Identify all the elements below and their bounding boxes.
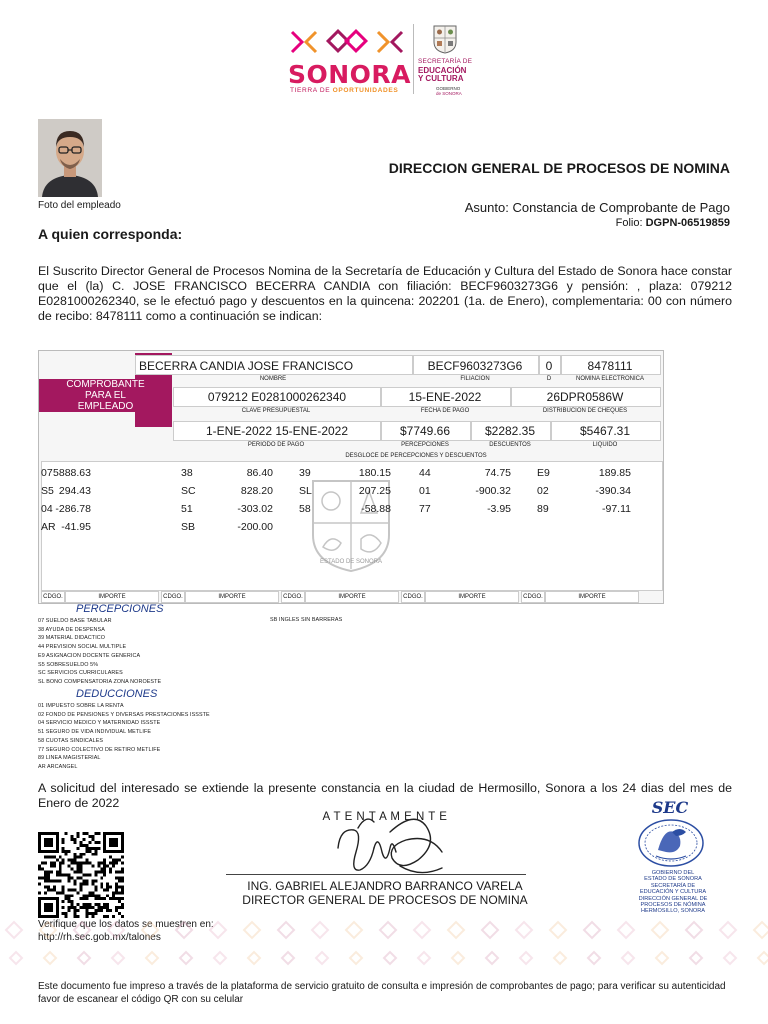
signature-line — [226, 874, 526, 875]
sec-logo-text — [418, 58, 480, 96]
breakdown-amount: -3.95 — [487, 503, 511, 515]
breakdown-amount: -303.02 — [237, 503, 273, 515]
breakdown-code: 44 — [419, 467, 431, 479]
sonora-tagline-b: OPORTUNIDADES — [332, 87, 399, 94]
percepcion-item: SC SERVICIOS CURRICULARES — [38, 670, 123, 677]
photo-caption: Foto del empleado — [38, 200, 121, 211]
percepcion-item: 44 PREVISION SOCIAL MULTIPLE — [38, 644, 127, 651]
liquido-value: $5467.31 — [579, 424, 631, 438]
percepcion-item: 39 MATERIAL DIDACTICO — [38, 635, 106, 642]
breakdown-code: 04 — [41, 503, 53, 515]
deduccion-item: 01 IMPUESTO SOBRE LA RENTA — [38, 703, 124, 709]
breakdown-code: 01 — [419, 485, 431, 497]
breakdown-amount: 828.20 — [240, 485, 273, 497]
sec-line3: Y CULTURA — [418, 74, 464, 83]
percepcion-item: SL BONO COMPENSATORIA ZONA NOROESTE — [38, 678, 162, 685]
descuentos-label: DESCUENTOS — [489, 442, 531, 448]
clave-label: CLAVE PRESUPUESTAL — [241, 408, 311, 414]
deducciones-heading: DEDUCCIONES — [76, 688, 158, 700]
breakdown-code: 38 — [181, 467, 193, 479]
person-icon — [38, 119, 102, 197]
percepcion-item: 38 AYUDA DE DESPENSA — [38, 626, 105, 633]
body-paragraph: El Suscrito Director General de Procesos Nomina de la Secretaría de Educación y Cultura del Estado de Sonora hace constar que el (la) C. JOSE FRANCISCO BECERRA CANDIA con filiación: BECF9603273G6 y pensión: , plaza: 079212 E0281000262340, se le efectuó pago y descuentos en la quincena: 202201 (1a. de Enero), complementaria: 00 con número de recibo: 8478111 como a continuación se indican: — [38, 264, 732, 323]
sonora-ornament-icon — [286, 28, 408, 58]
percepciones-value: $7749.66 — [399, 424, 451, 438]
sonora-logo-text: SONORA — [288, 60, 412, 89]
sec-seal — [618, 798, 728, 928]
breakdown-amount: -58.88 — [361, 503, 391, 515]
signature-icon — [330, 808, 450, 882]
percepciones-label: PERCEPCIONES — [401, 442, 449, 448]
breakdown-amount: 294.43 — [58, 485, 91, 497]
breakdown-amount: -390.34 — [595, 485, 631, 497]
employee-photo — [38, 119, 102, 197]
nomina-value: 8478111 — [587, 359, 633, 373]
breakdown-amount: 180.15 — [358, 467, 391, 479]
breakdown-amount: -97.11 — [602, 503, 631, 515]
sonora-tagline-a: TIERRA DE — [290, 87, 333, 94]
periodo-value: 1-ENE-2022 15-ENE-2022 — [205, 424, 349, 438]
seal-line: HERMOSILLO, SONORA — [640, 908, 706, 915]
desglose-label: DESGLOCE DE PERCEPCIONES Y DESCUENTOS — [345, 453, 487, 459]
nomina-label: NOMINA ELECTRONICA — [575, 376, 644, 382]
deduccion-item: 02 FONDO DE PENSIONES Y DIVERSAS PRESTACIONES ISSSTE — [38, 711, 210, 718]
percepcion-item: E9 ASIGNACION DOCENTE GENERICA — [38, 652, 141, 659]
deduccion-item: 89 LINEA MAGISTERIAL — [38, 755, 101, 762]
periodo-label: PERIODO DE PAGO — [247, 442, 305, 448]
header-divider — [413, 24, 414, 94]
breakdown-amount: -286.78 — [55, 503, 91, 515]
deduccion-item: 77 SEGURO COLECTIVO DE RETIRO METLIFE — [38, 746, 161, 753]
nombre-value: BECERRA CANDIA JOSE FRANCISCO — [139, 359, 354, 373]
percepcion-item: 07 SUELDO BASE TABULAR — [38, 618, 112, 624]
footer-importe-label: IMPORTE — [425, 591, 519, 603]
seal-line: SECRETARÍA DE — [650, 882, 696, 889]
breakdown-amount: 86.40 — [246, 467, 273, 479]
footer-importe-label: IMPORTE — [65, 591, 159, 603]
percepciones-list — [38, 617, 161, 687]
breakdown-code: 07 — [41, 467, 53, 479]
folio — [360, 217, 730, 229]
percepcion-item: S5 SOBRESUELDO 5% — [38, 661, 99, 668]
breakdown-amount: 74.75 — [484, 467, 511, 479]
footer-note: Este documento fue impreso a través de la plataforma de servicio gratuito de consulta e impresión de comprobantes de pago; para verificar su autenticidad favor de escanear el código QR con su celular — [38, 981, 726, 1005]
gobierno-line1: GOBIERNO — [436, 85, 461, 91]
seal-line: ESTADO DE SONORA — [644, 876, 702, 883]
badge-line3: EMPLEADO — [39, 401, 172, 412]
d-label: D — [546, 376, 552, 382]
seal-line: GOBIERNO DEL — [651, 870, 695, 876]
percepciones-extra: SB INGLES SIN BARRERAS — [270, 617, 343, 623]
breakdown-amount: -41.95 — [61, 521, 91, 533]
percepciones-heading: PERCEPCIONES — [76, 603, 164, 615]
nombre-label: NOMBRE — [259, 376, 287, 382]
qr-code-icon — [38, 832, 124, 918]
folio-value: DGPN-06519859 — [645, 217, 730, 229]
comprobante-badge-text — [39, 379, 172, 412]
breakdown-code: 58 — [299, 503, 311, 515]
seal-line: EDUCACIÓN Y CULTURA — [639, 889, 707, 896]
breakdown-code: 89 — [537, 503, 549, 515]
fecha-value: 15-ENE-2022 — [408, 390, 482, 404]
pattern-icon — [0, 910, 768, 980]
breakdown-code: S5 — [41, 485, 54, 497]
deduccion-item: 51 SEGURO DE VIDA INDIVIDUAL METLIFE — [38, 729, 152, 736]
breakdown-amount: 189.85 — [598, 467, 631, 479]
atentamente: A T E N T A M E N T E — [322, 811, 448, 823]
breakdown-amount: 207.25 — [358, 485, 391, 497]
eagle-seal-icon — [636, 818, 706, 868]
breakdown-amount: 5888.63 — [53, 467, 91, 479]
breakdown-code: E9 — [537, 467, 550, 479]
breakdown-code: AR — [41, 521, 56, 533]
footer-cdgo-label: CDGO. — [41, 591, 65, 603]
sec-seal-brand: SEC — [651, 798, 689, 817]
sec-seal-lines — [618, 870, 728, 915]
signer-title: DIRECTOR GENERAL DE PROCESOS DE NOMINA — [242, 893, 528, 907]
breakdown-code: 02 — [537, 485, 549, 497]
sec-line1: SECRETARÍA DE — [418, 58, 473, 65]
badge-line2: PARA EL — [39, 390, 172, 401]
breakdown-code: 77 — [419, 503, 431, 515]
footer-importe-label: IMPORTE — [185, 591, 279, 603]
sonora-logo — [286, 28, 412, 94]
deduccion-item: 04 SERVICIO MEDICO Y MATERNIDAD ISSSTE — [38, 720, 161, 727]
footer-cdgo-label: CDGO. — [521, 591, 545, 603]
breakdown-amount: -200.00 — [237, 521, 273, 533]
breakdown-code: SC — [181, 485, 196, 497]
descuentos-value: $2282.35 — [484, 424, 536, 438]
d-value: 0 — [545, 359, 553, 373]
distribucion-value: 26DPR0586W — [546, 390, 624, 404]
breakdown-amount: -900.32 — [475, 485, 511, 497]
salutation: A quien corresponda: — [38, 226, 183, 242]
breakdown-code: SL — [299, 485, 312, 497]
verify-url[interactable]: http://rh.sec.gob.mx/talones — [38, 932, 161, 943]
footer-cdgo-label: CDGO. — [281, 591, 305, 603]
sec-crest-icon — [432, 24, 458, 54]
filiacion-label: FILIACION — [460, 376, 490, 382]
seal-line: PROCESOS DE NÓMINA — [640, 902, 706, 909]
distribucion-label: DISTRIBUCION DE CHEQUES — [542, 408, 628, 414]
closing-paragraph: A solicitud del interesado se extiende la presente constancia en la ciudad de Hermosillo, Sonora a los 24 dias del mes de Enero de 2022 — [38, 781, 732, 810]
deduccion-item: 58 CUOTAS SINDICALES — [38, 737, 104, 744]
page-title: DIRECCION GENERAL DE PROCESOS DE NOMINA — [388, 160, 730, 176]
breakdown-code: 39 — [299, 467, 311, 479]
decorative-pattern — [0, 910, 768, 980]
breakdown-code: SB — [181, 521, 196, 533]
clave-value: 079212 E0281000262340 — [207, 390, 347, 404]
deduccion-item: AR ARCANGEL — [38, 763, 78, 770]
footer-importe-label: IMPORTE — [305, 591, 399, 603]
deducciones-list — [38, 702, 210, 772]
asunto: Asunto: Constancia de Comprobante de Pago — [464, 200, 730, 215]
seal-line: DIRECCIÓN GENERAL DE — [638, 895, 708, 902]
footer-importe-label: IMPORTE — [545, 591, 639, 603]
footer-cdgo-label: CDGO. — [161, 591, 185, 603]
payment-receipt — [38, 350, 664, 604]
sec-line2: EDUCACIÓN — [418, 65, 467, 75]
liquido-label: LIQUIDO — [592, 442, 618, 448]
filiacion-value: BECF9603273G6 — [427, 359, 523, 373]
fecha-label: FECHA DE PAGO — [420, 408, 470, 414]
qr-code[interactable] — [38, 832, 124, 918]
badge-line1: COMPROBANTE — [39, 379, 172, 390]
watermark-text: ESTADO DE SONORA — [320, 559, 382, 565]
folio-label: Folio: — [615, 217, 643, 229]
breakdown-code: 51 — [181, 503, 193, 515]
verify-line: Verifique que los datos se muestren en: — [38, 919, 214, 930]
footer-cdgo-label: CDGO. — [401, 591, 425, 603]
signer-name: ING. GABRIEL ALEJANDRO BARRANCO VARELA — [247, 879, 523, 893]
gobierno-line2: de SONORA — [436, 90, 462, 96]
